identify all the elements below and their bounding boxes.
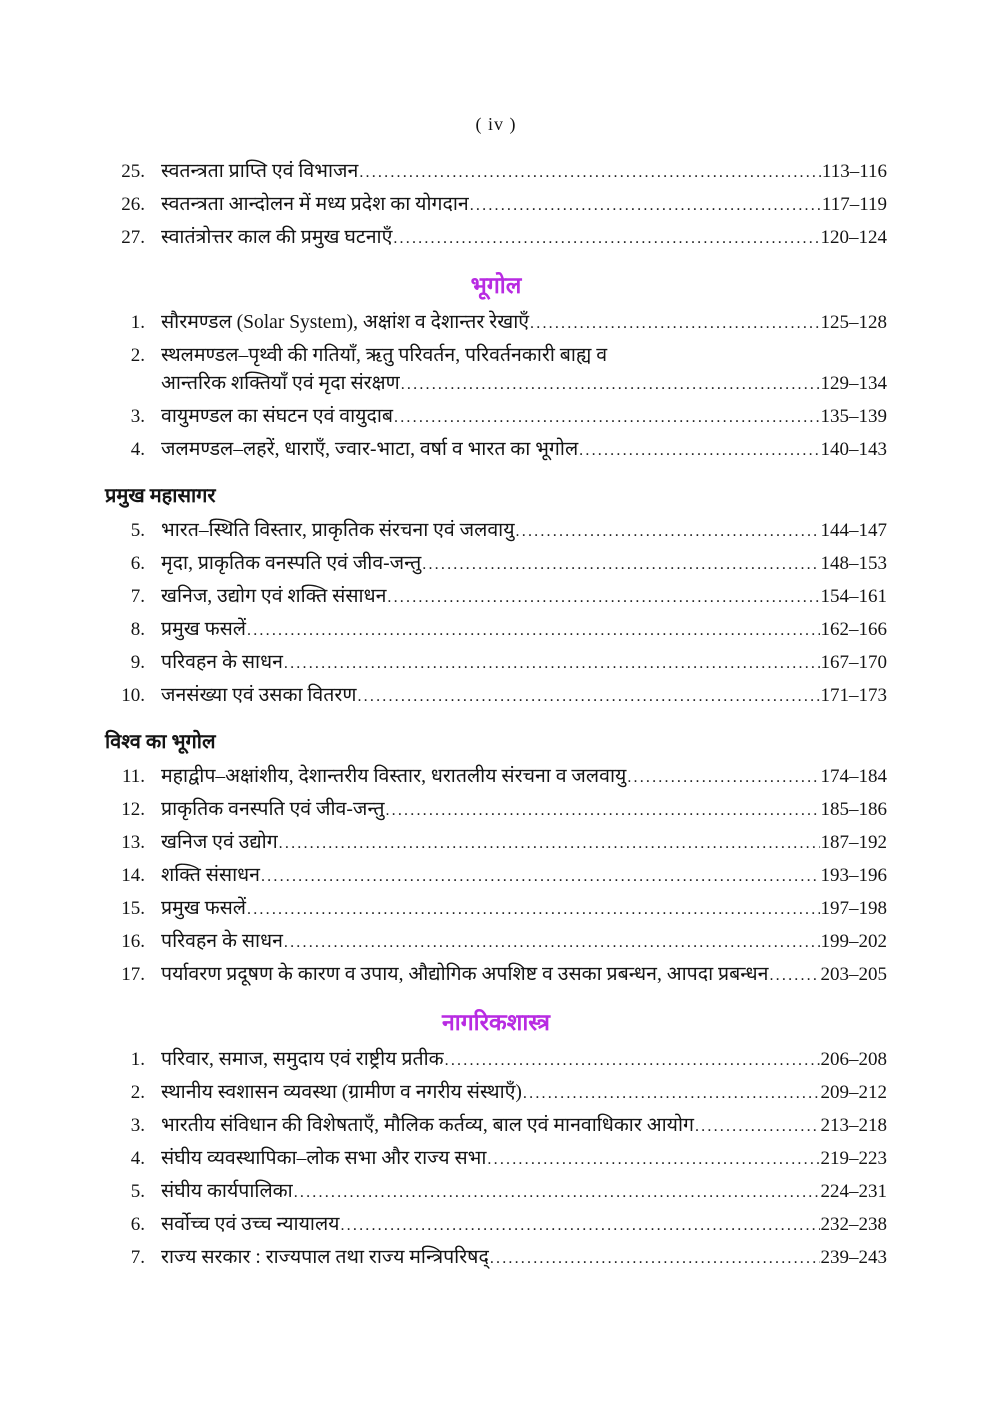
dot-leader xyxy=(490,1248,820,1269)
toc-entry xyxy=(105,685,887,707)
page-range: 206–208 xyxy=(820,1049,887,1070)
entry-number: 4. xyxy=(130,439,145,460)
entry-title: भारत–स्थिति विस्तार, प्राकृतिक संरचना एवं जलवायु xyxy=(161,520,515,541)
toc-entry xyxy=(105,586,887,608)
entry-title: राज्य सरकार : राज्यपाल तथा राज्य मन्त्रिपरिषद् xyxy=(161,1247,489,1268)
toc-entry xyxy=(105,227,887,249)
page-range: 197–198 xyxy=(820,898,887,919)
page-range: 148–153 xyxy=(820,553,887,574)
toc-content xyxy=(105,0,887,1269)
entry-title: महाद्वीप–अक्षांशीय, देशान्तरीय विस्तार, धरातलीय संरचना व जलवायु xyxy=(161,766,627,787)
page-number-header: ( iv ) xyxy=(475,114,517,134)
entry-title: प्राकृतिक वनस्पति एवं जीव-जन्तु xyxy=(161,799,385,820)
dot-leader xyxy=(357,686,819,707)
dot-leader xyxy=(393,228,819,249)
entry-title: वायुमण्डल का संघटन एवं वायुदाब xyxy=(161,406,394,427)
entry-number: 13. xyxy=(121,832,145,853)
toc-entry xyxy=(105,1181,887,1203)
toc-entry xyxy=(105,964,887,986)
entry-continuation xyxy=(105,373,887,395)
dot-leader xyxy=(385,800,819,821)
toc-entry xyxy=(105,931,887,953)
entry-title: मृदा, प्राकृतिक वनस्पति एवं जीव-जन्तु xyxy=(161,553,422,574)
entry-number: 1. xyxy=(130,312,145,333)
entry-title: प्रमुख फसलें xyxy=(161,619,247,640)
toc-entry xyxy=(105,898,887,920)
toc-entry xyxy=(105,161,887,183)
entry-title: जलमण्डल–लहरें, धाराएँ, ज्वार-भाटा, वर्षा व भारत का भूगोल xyxy=(161,439,579,460)
dot-leader xyxy=(247,620,819,641)
entry-number: 2. xyxy=(130,345,145,366)
dot-leader xyxy=(294,1182,820,1203)
dot-leader xyxy=(627,767,819,788)
toc-entry xyxy=(105,1214,887,1236)
toc-list xyxy=(105,161,887,1269)
dot-leader xyxy=(516,521,820,542)
page-range: 117–119 xyxy=(821,194,887,215)
dot-leader xyxy=(445,1050,820,1071)
entry-number: 6. xyxy=(130,1214,145,1235)
page-range: 203–205 xyxy=(820,964,887,985)
page-range: 239–243 xyxy=(820,1247,887,1268)
entry-title: स्वातंत्रोत्तर काल की प्रमुख घटनाएँ xyxy=(161,227,393,248)
toc-entry xyxy=(105,865,887,887)
dot-leader xyxy=(284,932,820,953)
page-range: 120–124 xyxy=(820,227,887,248)
entry-number: 27. xyxy=(121,227,145,248)
toc-entry xyxy=(105,194,887,216)
entry-title: परिवहन के साधन xyxy=(161,931,283,952)
dot-leader xyxy=(523,1083,820,1104)
entry-number: 17. xyxy=(121,964,145,985)
toc-entry xyxy=(105,799,887,821)
entry-title: पर्यावरण प्रदूषण के कारण व उपाय, औद्योगिक अपशिष्ट व उसका प्रबन्धन, आपदा प्रबन्धन xyxy=(161,964,769,985)
subsection-heading: विश्व का भूगोल xyxy=(105,731,216,753)
entry-number: 25. xyxy=(121,161,145,182)
section-heading: नागरिकशास्त्र xyxy=(442,1010,550,1035)
entry-number: 11. xyxy=(121,766,145,787)
entry-number: 7. xyxy=(130,1247,145,1268)
entry-title: परिवार, समाज, समुदाय एवं राष्ट्रीय प्रतीक xyxy=(161,1049,444,1070)
page-range: 154–161 xyxy=(820,586,887,607)
entry-number: 3. xyxy=(130,406,145,427)
entry-number: 15. xyxy=(121,898,145,919)
dot-leader xyxy=(340,1215,819,1236)
page-range: 185–186 xyxy=(820,799,887,820)
entry-number: 7. xyxy=(130,586,145,607)
entry-title: खनिज एवं उद्योग xyxy=(161,832,278,853)
entry-number: 5. xyxy=(130,520,145,541)
entry-title: खनिज, उद्योग एवं शक्ति संसाधन xyxy=(161,586,387,607)
page-range: 144–147 xyxy=(820,520,887,541)
page-range: 209–212 xyxy=(820,1082,887,1103)
entry-title: संघीय व्यवस्थापिका–लोक सभा और राज्य सभा xyxy=(161,1148,487,1169)
page-range: 129–134 xyxy=(820,373,887,394)
section-heading: भूगोल xyxy=(470,273,522,298)
page-range: 125–128 xyxy=(820,312,887,333)
entry-title: सर्वोच्च एवं उच्च न्यायालय xyxy=(161,1214,340,1235)
toc-entry xyxy=(105,312,887,334)
toc-entry xyxy=(105,345,887,366)
toc-entry xyxy=(105,1247,887,1269)
entry-number: 12. xyxy=(121,799,145,820)
dot-leader xyxy=(422,554,819,575)
dot-leader xyxy=(579,440,819,461)
entry-title: भारतीय संविधान की विशेषताएँ, मौलिक कर्तव्य, बाल एवं मानवाधिकार आयोग xyxy=(161,1115,694,1136)
entry-number: 4. xyxy=(130,1148,145,1169)
dot-leader xyxy=(769,965,819,986)
dot-leader xyxy=(394,407,819,428)
dot-leader xyxy=(530,313,819,334)
toc-entry xyxy=(105,766,887,788)
page-range: 162–166 xyxy=(820,619,887,640)
toc-entry xyxy=(105,832,887,854)
entry-number: 26. xyxy=(121,194,145,215)
dot-leader xyxy=(284,653,820,674)
entry-title: संघीय कार्यपालिका xyxy=(161,1181,293,1202)
entry-number: 9. xyxy=(130,652,145,673)
page-range: 174–184 xyxy=(820,766,887,787)
entry-title: स्थलमण्डल–पृथ्वी की गतियाँ, ऋतु परिवर्तन, परिवर्तनकारी बाह्य व xyxy=(161,345,608,366)
entry-number: 16. xyxy=(121,931,145,952)
toc-entry xyxy=(105,1049,887,1071)
dot-leader xyxy=(470,195,821,216)
toc-entry xyxy=(105,619,887,641)
dot-leader xyxy=(359,162,821,183)
page-range: 219–223 xyxy=(820,1148,887,1169)
entry-title: स्थानीय स्वशासन व्यवस्था (ग्रामीण व नगरीय संस्थाएँ) xyxy=(161,1082,522,1103)
entry-number: 3. xyxy=(130,1115,145,1136)
page-range: 187–192 xyxy=(820,832,887,853)
page-range: 232–238 xyxy=(820,1214,887,1235)
entry-number: 10. xyxy=(121,685,145,706)
entry-title: शक्ति संसाधन xyxy=(161,865,260,886)
toc-entry xyxy=(105,1082,887,1104)
dot-leader xyxy=(487,1149,819,1170)
page-range: 140–143 xyxy=(820,439,887,460)
entry-title: परिवहन के साधन xyxy=(161,652,283,673)
entry-title: प्रमुख फसलें xyxy=(161,898,247,919)
entry-title: स्वतन्त्रता आन्दोलन में मध्य प्रदेश का योगदान xyxy=(161,194,469,215)
entry-title: जनसंख्या एवं उसका वितरण xyxy=(161,685,357,706)
entry-title: सौरमण्डल (Solar System), अक्षांश व देशान्तर रेखाएँ xyxy=(161,312,530,333)
entry-number: 2. xyxy=(130,1082,145,1103)
page-range: 193–196 xyxy=(820,865,887,886)
page-range: 113–116 xyxy=(821,161,887,182)
subsection-heading: प्रमुख महासागर xyxy=(105,485,216,507)
dot-leader xyxy=(279,833,820,854)
toc-entry xyxy=(105,1148,887,1170)
toc-entry xyxy=(105,406,887,428)
page-range: 213–218 xyxy=(820,1115,887,1136)
toc-entry xyxy=(105,439,887,461)
page-range: 199–202 xyxy=(820,931,887,952)
dot-leader xyxy=(247,899,819,920)
entry-number: 14. xyxy=(121,865,145,886)
page-range: 167–170 xyxy=(820,652,887,673)
dot-leader xyxy=(401,374,820,395)
toc-entry xyxy=(105,1115,887,1137)
entry-title: स्वतन्त्रता प्राप्ति एवं विभाजन xyxy=(161,161,359,182)
dot-leader xyxy=(261,866,820,887)
page-range: 171–173 xyxy=(820,685,887,706)
page-range: 224–231 xyxy=(820,1181,887,1202)
dot-leader xyxy=(387,587,819,608)
entry-number: 6. xyxy=(130,553,145,574)
dot-leader xyxy=(695,1116,820,1137)
entry-number: 1. xyxy=(130,1049,145,1070)
entry-number: 8. xyxy=(130,619,145,640)
page-range: 135–139 xyxy=(820,406,887,427)
toc-entry xyxy=(105,553,887,575)
toc-entry xyxy=(105,652,887,674)
entry-title: आन्तरिक शक्तियाँ एवं मृदा संरक्षण xyxy=(161,373,400,394)
toc-entry xyxy=(105,520,887,542)
entry-number: 5. xyxy=(130,1181,145,1202)
